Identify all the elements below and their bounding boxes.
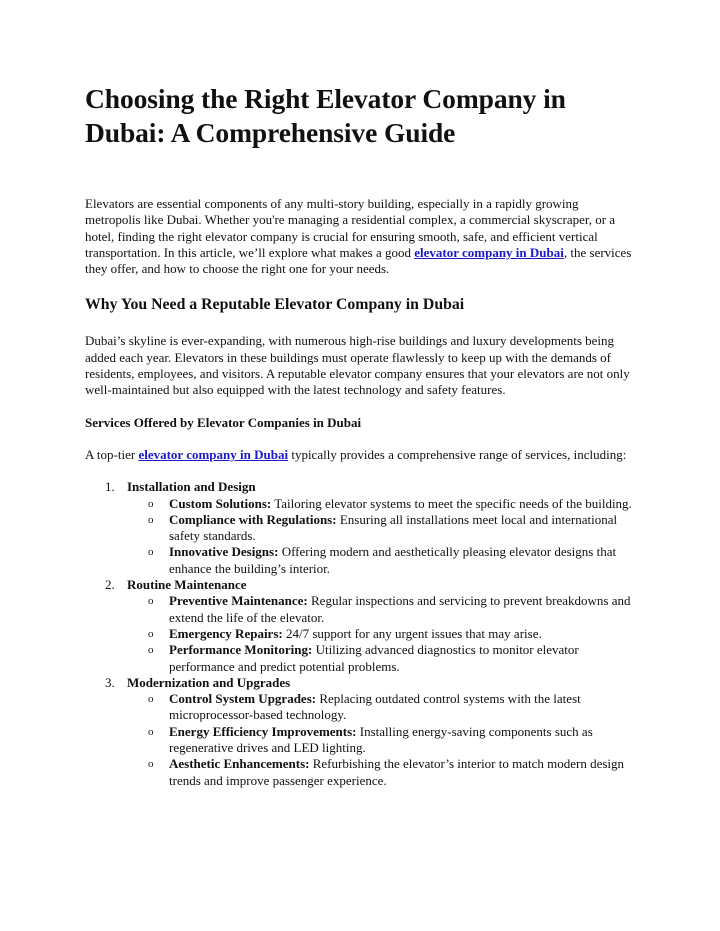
list-item [148, 756, 634, 789]
elevator-company-link-2[interactable]: elevator company in Dubai [138, 446, 289, 462]
item-text: Replacing outdated control systems with the latest microprocessor-based technology. [169, 691, 581, 723]
item-label: Innovative Designs: [169, 544, 279, 560]
item-text: Tailoring elevator systems to meet the specific needs of the building. [271, 495, 632, 511]
list-number: 1. [105, 479, 115, 495]
section-why-paragraph: Dubai’s skyline is ever-expanding, with numerous high-rise buildings and luxury developments being added each year. Elevators in these buildings must operate flawlessly to keep up with the demands of residents, employees, and visitors. A reputable elevator company ensures that your elevators are not only well-maintained but also equipped with the latest technology and safety features. [85, 333, 630, 398]
item-text: Offering modern and aesthetically pleasing elevator designs that enhance the building’s interior. [169, 544, 617, 576]
item-text: 24/7 support for any urgent issues that may arise. [282, 625, 542, 641]
service-title: Modernization and Upgrades [127, 674, 291, 690]
service-sublist [127, 691, 634, 789]
elevator-company-link[interactable]: elevator company in Dubai [414, 244, 564, 260]
service-sublist [127, 496, 634, 577]
bullet-icon: o [148, 595, 154, 608]
services-text-after: typically provides a comprehensive range of services, including: [288, 446, 627, 462]
list-item [148, 723, 634, 757]
bullet-icon: o [148, 693, 154, 706]
item-label: Preventive Maintenance: [169, 593, 308, 609]
item-text: Refurbishing the elevator’s interior to match modern design trends and improve passenger experience. [169, 756, 625, 788]
services-text-before: A top-tier [85, 446, 139, 462]
bullet-icon: o [148, 513, 154, 526]
bullet-icon: o [148, 644, 154, 657]
service-sublist [127, 593, 634, 674]
item-text: Regular inspections and servicing to prevent breakdowns and extend the life of the elevator. [169, 593, 631, 625]
item-label: Emergency Repairs: [169, 625, 283, 641]
list-item [148, 544, 634, 577]
item-label: Aesthetic Enhancements: [169, 756, 310, 772]
page-title: Choosing the Right Elevator Company in Dubai: A Comprehensive Guide [85, 83, 566, 148]
intro-text-after: , the services they offer, and how to choose the right one for your needs. [85, 244, 632, 277]
services-list [85, 479, 634, 789]
list-item [148, 642, 634, 675]
bullet-icon: o [148, 497, 154, 510]
bullet-icon: o [148, 627, 154, 640]
list-item [148, 691, 634, 724]
item-text: Installing energy-saving components such as regenerative drives and LED lighting. [169, 723, 593, 756]
list-item [148, 511, 634, 545]
intro-text-before: Elevators are essential components of any multi-story building, especially in a rapidly growing metropolis like Dubai. Whether you're managing a residential complex, a commercial skyscraper, or a hotel, finding the right elevator company is crucial for ensuring smooth, safe, and efficient vertical transportation. In this article, we’ll explore what makes a good [85, 196, 616, 260]
list-number: 3. [105, 674, 115, 690]
intro-paragraph [85, 196, 634, 277]
item-label: Energy Efficiency Improvements: [169, 723, 357, 739]
item-text: Ensuring all installations meet local and international safety standards. [169, 511, 618, 544]
bullet-icon: o [148, 546, 154, 559]
bullet-icon: o [148, 725, 154, 738]
list-item [148, 625, 634, 642]
service-title: Routine Maintenance [127, 577, 247, 593]
item-label: Control System Upgrades: [169, 691, 317, 707]
item-label: Compliance with Regulations: [169, 511, 337, 527]
item-label: Custom Solutions: [169, 495, 272, 511]
section-heading-why: Why You Need a Reputable Elevator Company in Dubai [85, 296, 465, 314]
item-text: Utilizing advanced diagnostics to monitor elevator performance and predict potential problems. [169, 642, 579, 674]
list-number: 2. [105, 577, 115, 593]
section-heading-services: Services Offered by Elevator Companies in Dubai [85, 414, 362, 430]
service-item-installation [105, 479, 634, 577]
service-item-modernization [105, 674, 634, 789]
service-title: Installation and Design [127, 479, 256, 495]
list-item [148, 593, 634, 626]
service-item-maintenance [105, 577, 634, 675]
bullet-icon: o [148, 758, 154, 771]
services-intro-paragraph [85, 447, 634, 463]
item-label: Performance Monitoring: [169, 642, 313, 658]
list-item [148, 495, 634, 512]
